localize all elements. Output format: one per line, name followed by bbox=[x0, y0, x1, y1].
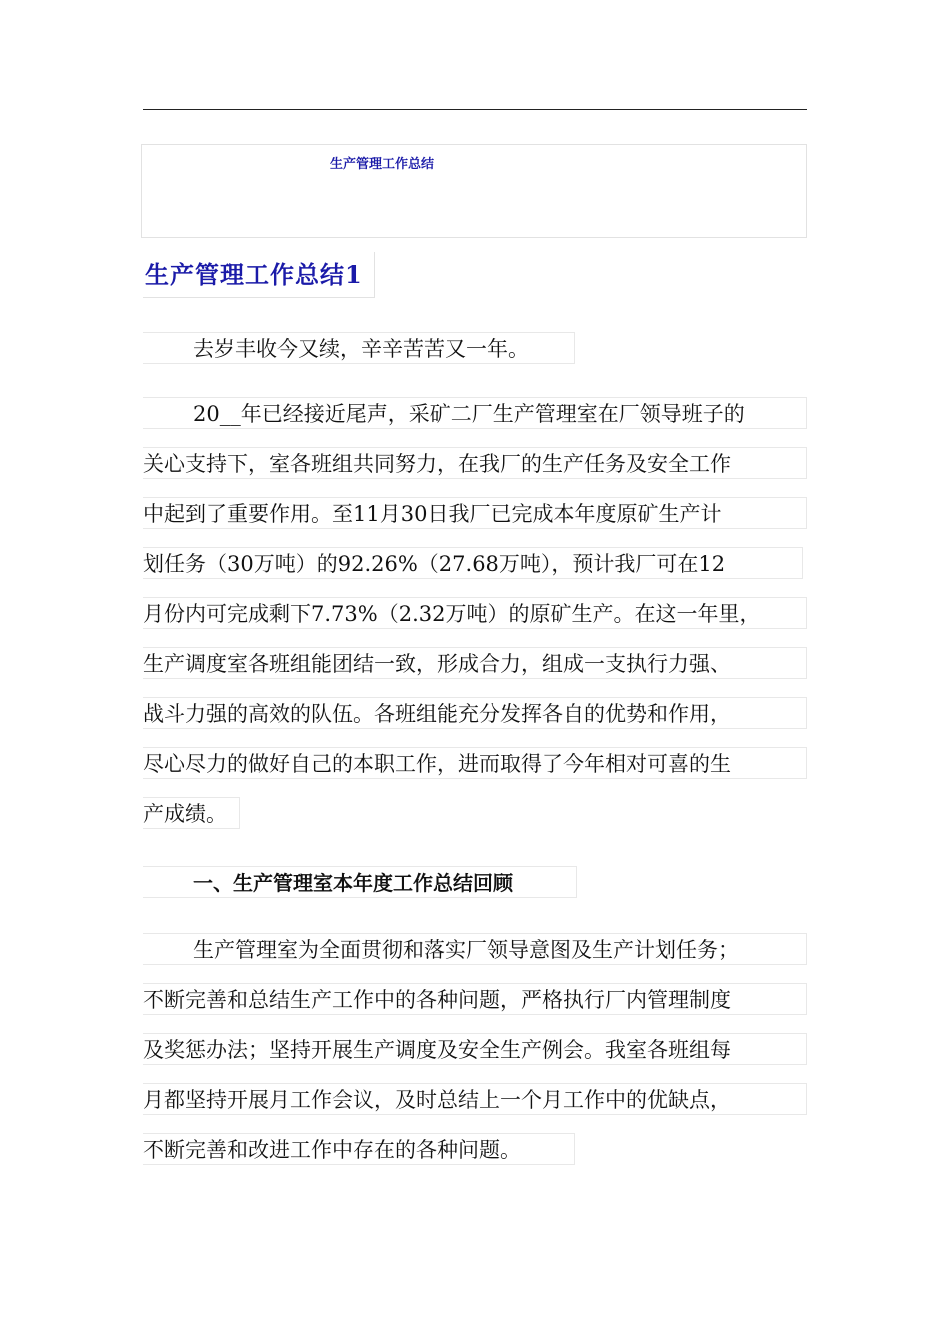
text-line: 产成绩。 bbox=[143, 797, 240, 829]
text-line: 关心支持下，室各班组共同努力，在我厂的生产任务及安全工作 bbox=[143, 447, 807, 479]
header-title: 生产管理工作总结 bbox=[330, 157, 435, 172]
text-line: 生产调度室各班组能团结一致，形成合力，组成一支执行力强、 bbox=[143, 647, 807, 679]
text-line: 尽心尽力的做好自己的本职工作，进而取得了今年相对可喜的生 bbox=[143, 747, 807, 779]
section-heading: 一、生产管理室本年度工作总结回顾 bbox=[143, 866, 577, 898]
text-line: 月份内可完成剩下7.73%（2.32万吨）的原矿生产。在这一年里， bbox=[143, 597, 807, 629]
header-rule bbox=[143, 109, 807, 110]
text-line: 20__年已经接近尾声，采矿二厂生产管理室在厂领导班子的 bbox=[143, 397, 807, 429]
text-line: 划任务（30万吨）的92.26%（27.68万吨），预计我厂可在12 bbox=[143, 547, 803, 579]
text-line: 中起到了重要作用。至11月30日我厂已完成本年度原矿生产计 bbox=[143, 497, 807, 529]
text-line: 月都坚持开展月工作会议，及时总结上一个月工作中的优缺点， bbox=[143, 1083, 807, 1115]
text-line: 生产管理室为全面贯彻和落实厂领导意图及生产计划任务； bbox=[143, 933, 807, 965]
text-line: 及奖惩办法；坚持开展生产调度及安全生产例会。我室各班组每 bbox=[143, 1033, 807, 1065]
text-line: 不断完善和改进工作中存在的各种问题。 bbox=[143, 1133, 575, 1165]
text-line: 不断完善和总结生产工作中的各种问题，严格执行厂内管理制度 bbox=[143, 983, 807, 1015]
document-heading: 生产管理工作总结1 bbox=[143, 252, 375, 298]
page-header bbox=[141, 144, 807, 238]
text-line: 战斗力强的高效的队伍。各班组能充分发挥各自的优势和作用， bbox=[143, 697, 807, 729]
text-line: 去岁丰收今又续，辛辛苦苦又一年。 bbox=[143, 332, 575, 364]
